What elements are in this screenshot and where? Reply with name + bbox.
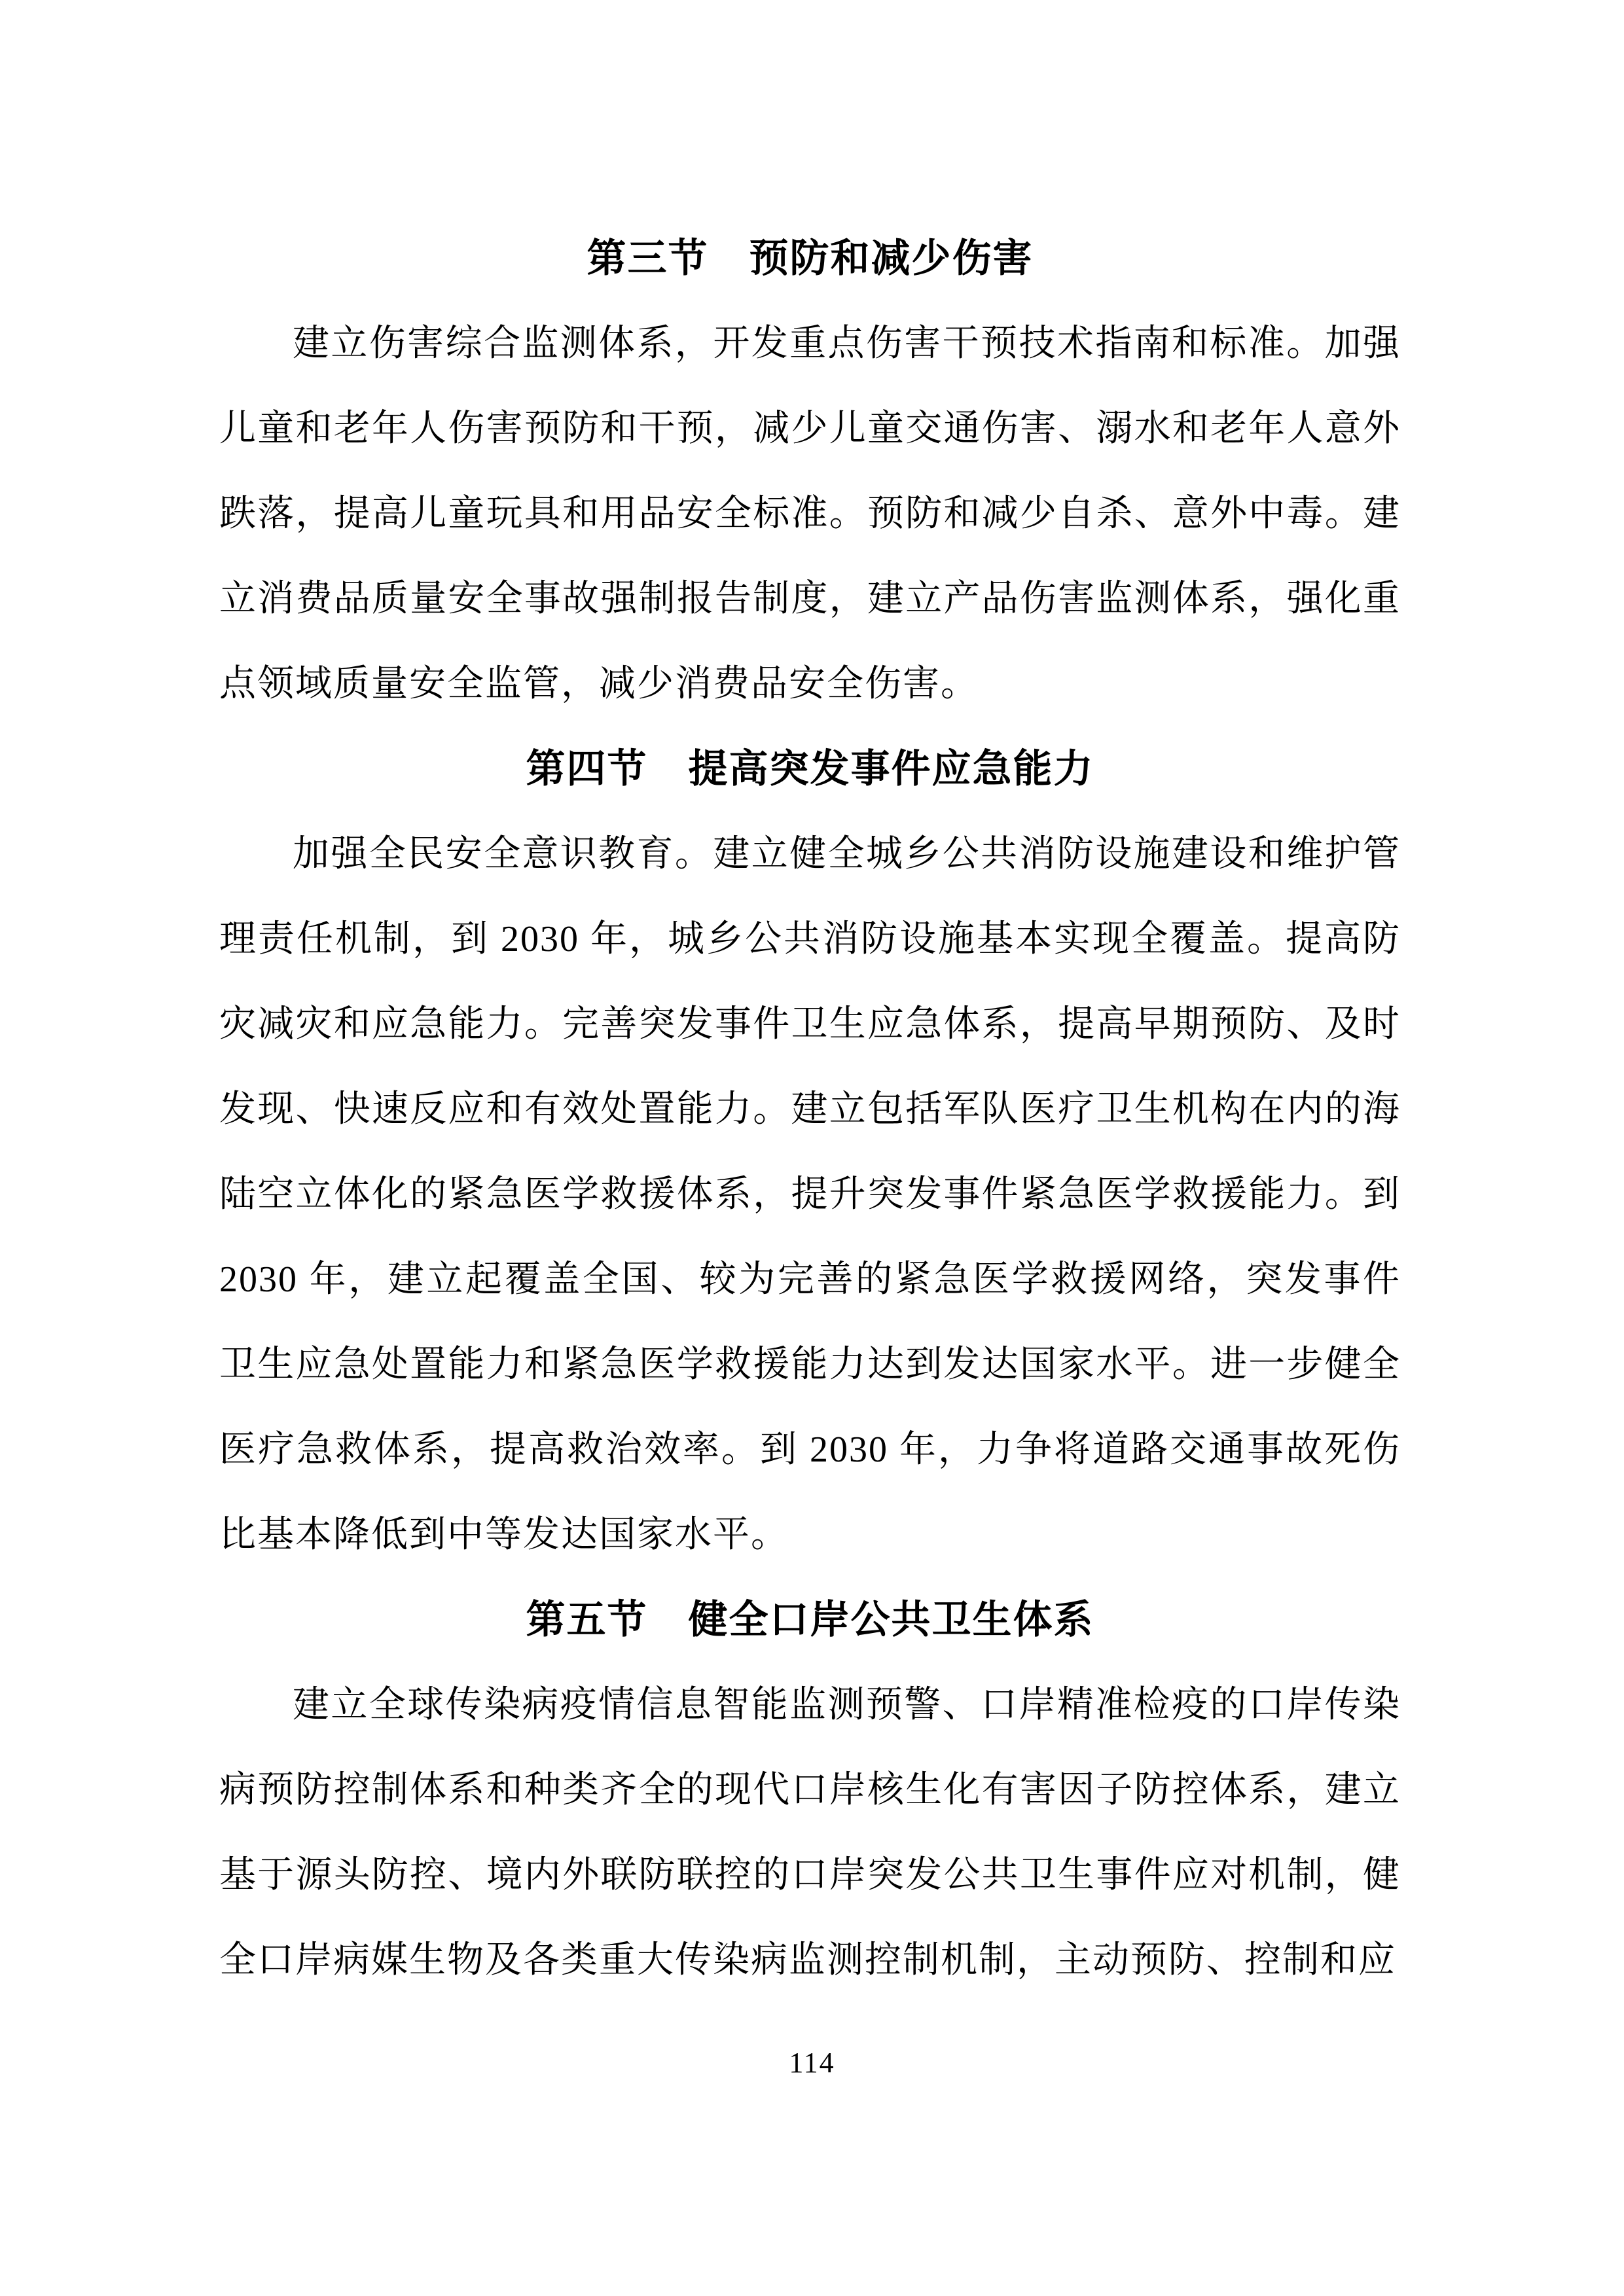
section-heading-5: 第五节 健全口岸公共卫生体系 <box>526 1598 1094 1641</box>
section-heading-4: 第四节 提高突发事件应急能力 <box>526 747 1094 791</box>
section-heading-3: 第三节 预防和减少伤害 <box>586 237 1034 280</box>
page-content <box>219 216 1411 2003</box>
page-number: 114 <box>789 2047 835 2079</box>
section-5-paragraph: 建立全球传染病疫情信息智能监测预警、口岸精准检疫的口岸传染病预防控制体系和种类齐全的现代口岸核生化有害因子防控体系，建立基于源头防控、境内外联防联控的口岸突发公共卫生事件应对机制，健全口岸病媒生物及各类重大传染病监测控制机制，主动预防、控制和应 <box>219 1685 1401 1981</box>
section-4-paragraph: 加强全民安全意识教育。建立健全城乡公共消防设施建设和维护管理责任机制，到 2030 年，城乡公共消防设施基本实现全覆盖。提高防灾减灾和应急能力。完善突发事件卫生应急体系，提高早期预防、及时发现、快速反应和有效处置能力。建立包括军队医疗卫生机构在内的海陆空立体化的紧急医学救援体系，提升突发事件紧急医学救援能力。到 2030 年，建立起覆盖全国、较为完善的紧急医学救援网络，突发事件卫生应急处置能力和紧急医学救援能力达到发达国家水平。进一步健全医疗急救体系，提高救治效率。到 2030 年，力争将道路交通事故死伤比基本降低到中等发达国家水平。 <box>219 834 1411 1555</box>
section-3-paragraph: 建立伤害综合监测体系，开发重点伤害干预技术指南和标准。加强儿童和老年人伤害预防和干预，减少儿童交通伤害、溺水和老年人意外跌落，提高儿童玩具和用品安全标准。预防和减少自杀、意外中毒。建立消费品质量安全事故强制报告制度，建立产品伤害监测体系，强化重点领域质量安全监管，减少消费品安全伤害。 <box>219 323 1401 704</box>
